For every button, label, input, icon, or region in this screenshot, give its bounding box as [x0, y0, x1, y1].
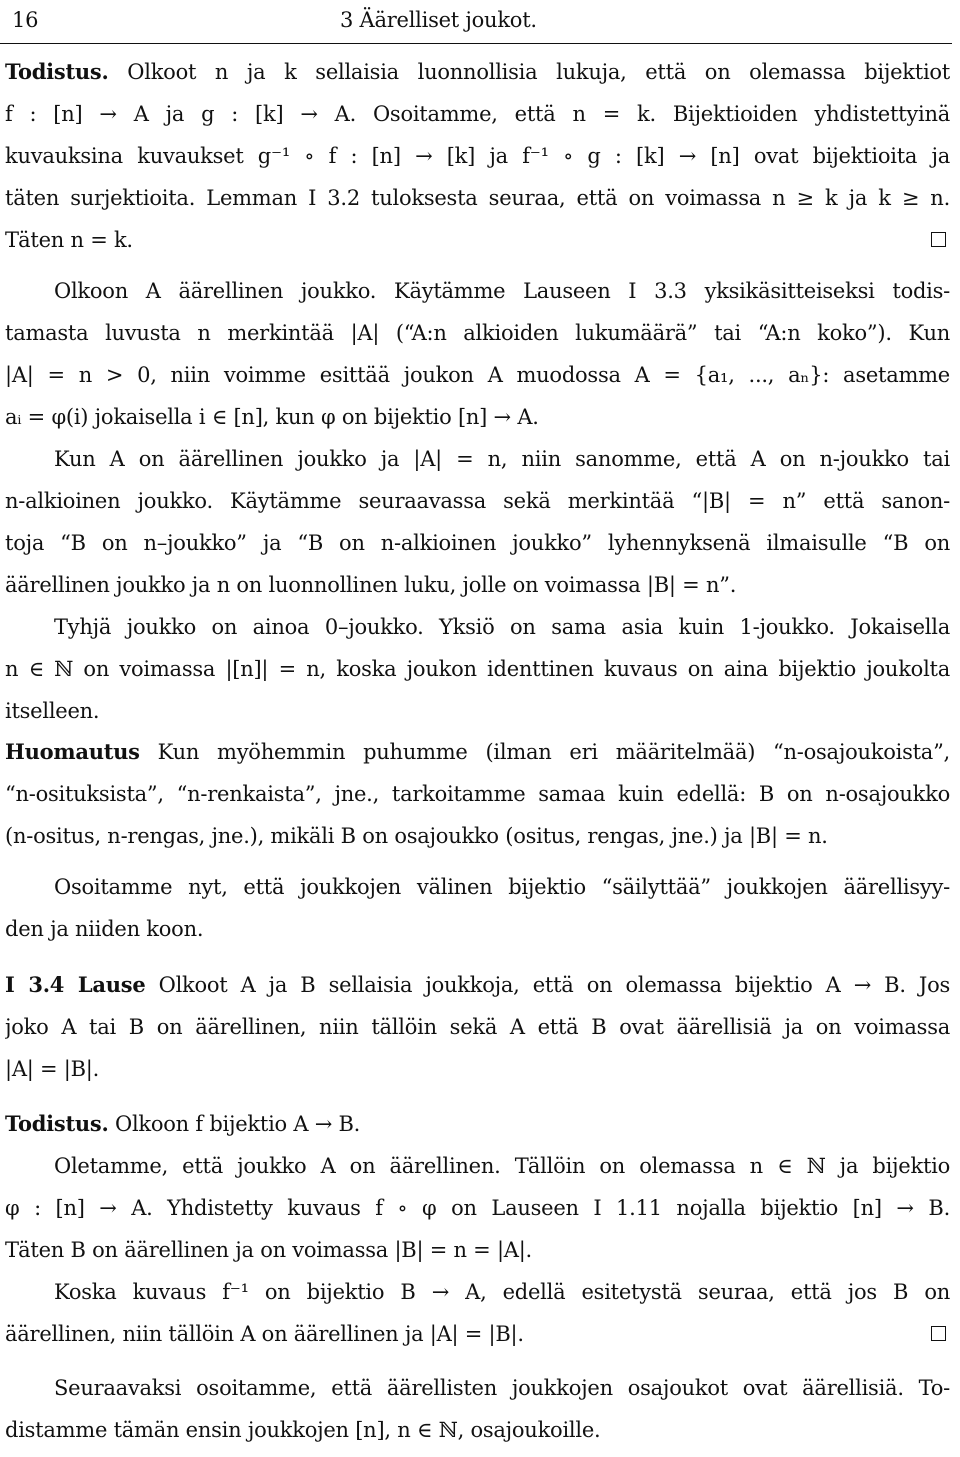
text-line: tamasta luvusta n merkintää |A| (“A:n alkioiden lukumäärä” tai “A:n koko”). Kun [5, 321, 950, 345]
text-line: |A| = |B|. [5, 1057, 100, 1081]
text-line: itselleen. [5, 699, 100, 723]
text-line: (n-ositus, n-rengas, jne.), mikäli B on osajoukko (ositus, rengas, jne.) ja |B| = n. [5, 824, 828, 848]
text-line: |A| = n > 0, niin voimme esittää joukon A muodossa A = {a₁, ..., aₙ}: asetamme [5, 363, 950, 387]
text-line: den ja niiden koon. [5, 917, 204, 941]
text-line: Koska kuvaus f⁻¹ on bijektio B → A, edellä esitetystä seuraa, että jos B on [54, 1280, 950, 1304]
running-title: 3 Äärelliset joukot. [340, 8, 537, 32]
text-line: Todistus. Olkoon f bijektio A → B. [5, 1111, 361, 1136]
text-line: distamme tämän ensin joukkojen [n], n ∈ ℕ, osajoukoille. [5, 1418, 601, 1442]
text-line: Huomautus Kun myöhemmin puhumme (ilman eri määritelmää) “n-osajoukoista”, [5, 739, 950, 764]
page-number: 16 [12, 8, 39, 32]
text-line: Täten n = k. [5, 228, 133, 252]
text-line: n ∈ ℕ on voimassa |[n]| = n, koska joukon identtinen kuvaus on aina bijektio joukolta [5, 657, 950, 681]
text-line: Olkoon A äärellinen joukko. Käytämme Lauseen I 3.3 yksikäsitteiseksi todis- [54, 279, 950, 303]
qed-square-icon [931, 1326, 946, 1341]
text-line: Osoitamme nyt, että joukkojen välinen bijektio “säilyttää” joukkojen äärellisyy- [54, 875, 950, 899]
text-line: Todistus. Olkoot n ja k sellaisia luonnollisia lukuja, että on olemassa bijektiot [5, 59, 950, 84]
text-line: Kun A on äärellinen joukko ja |A| = n, niin sanomme, että A on n-joukko tai [54, 447, 950, 471]
text-line: n-alkioinen joukko. Käytämme seuraavassa sekä merkintää “|B| = n” että sanon- [5, 489, 950, 513]
text-line: Oletamme, että joukko A on äärellinen. Tällöin on olemassa n ∈ ℕ ja bijektio [54, 1154, 950, 1178]
text-line: kuvauksina kuvaukset g⁻¹ ∘ f : [n] → [k] ja f⁻¹ ∘ g : [k] → [n] ovat bijektioita ja [5, 144, 950, 168]
text-line: joko A tai B on äärellinen, niin tällöin sekä A että B ovat äärellisiä ja on voimassa [5, 1015, 950, 1039]
text-line: aᵢ = φ(i) jokaisella i ∈ [n], kun φ on bijektio [n] → A. [5, 405, 539, 429]
text-line: toja “B on n–joukko” ja “B on n-alkioinen joukko” lyhennyksenä ilmaisulle “B on [5, 531, 950, 555]
running-header [0, 8, 960, 34]
text-line: Täten B on äärellinen ja on voimassa |B| = n = |A|. [5, 1238, 532, 1262]
text-line: äärellinen, niin tällöin A on äärellinen ja |A| = |B|. [5, 1322, 524, 1346]
text-line: I 3.4 Lause Olkoot A ja B sellaisia joukkoja, että on olemassa bijektio A → B. Jos [5, 972, 950, 997]
text-line: Tyhjä joukko on ainoa 0–joukko. Yksiö on sama asia kuin 1-joukko. Jokaisella [54, 615, 950, 639]
text-line: Seuraavaksi osoitamme, että äärellisten joukkojen osajoukot ovat äärellisiä. To- [54, 1376, 950, 1400]
text-line: äärellinen joukko ja n on luonnollinen luku, jolle on voimassa |B| = n”. [5, 573, 737, 597]
text-line: f : [n] → A ja g : [k] → A. Osoitamme, että n = k. Bijektioiden yhdistettyinä [5, 102, 950, 126]
text-line: “n-osituksista”, “n-renkaista”, jne., tarkoitamme samaa kuin edellä: B on n-osajoukko [5, 782, 950, 806]
header-rule [0, 43, 952, 44]
text-line: täten surjektioita. Lemman I 3.2 tuloksesta seuraa, että on voimassa n ≥ k ja k ≥ n. [5, 186, 950, 210]
qed-square-icon [931, 232, 946, 247]
text-line: φ : [n] → A. Yhdistetty kuvaus f ∘ φ on Lauseen I 1.11 nojalla bijektio [n] → B. [5, 1196, 950, 1220]
